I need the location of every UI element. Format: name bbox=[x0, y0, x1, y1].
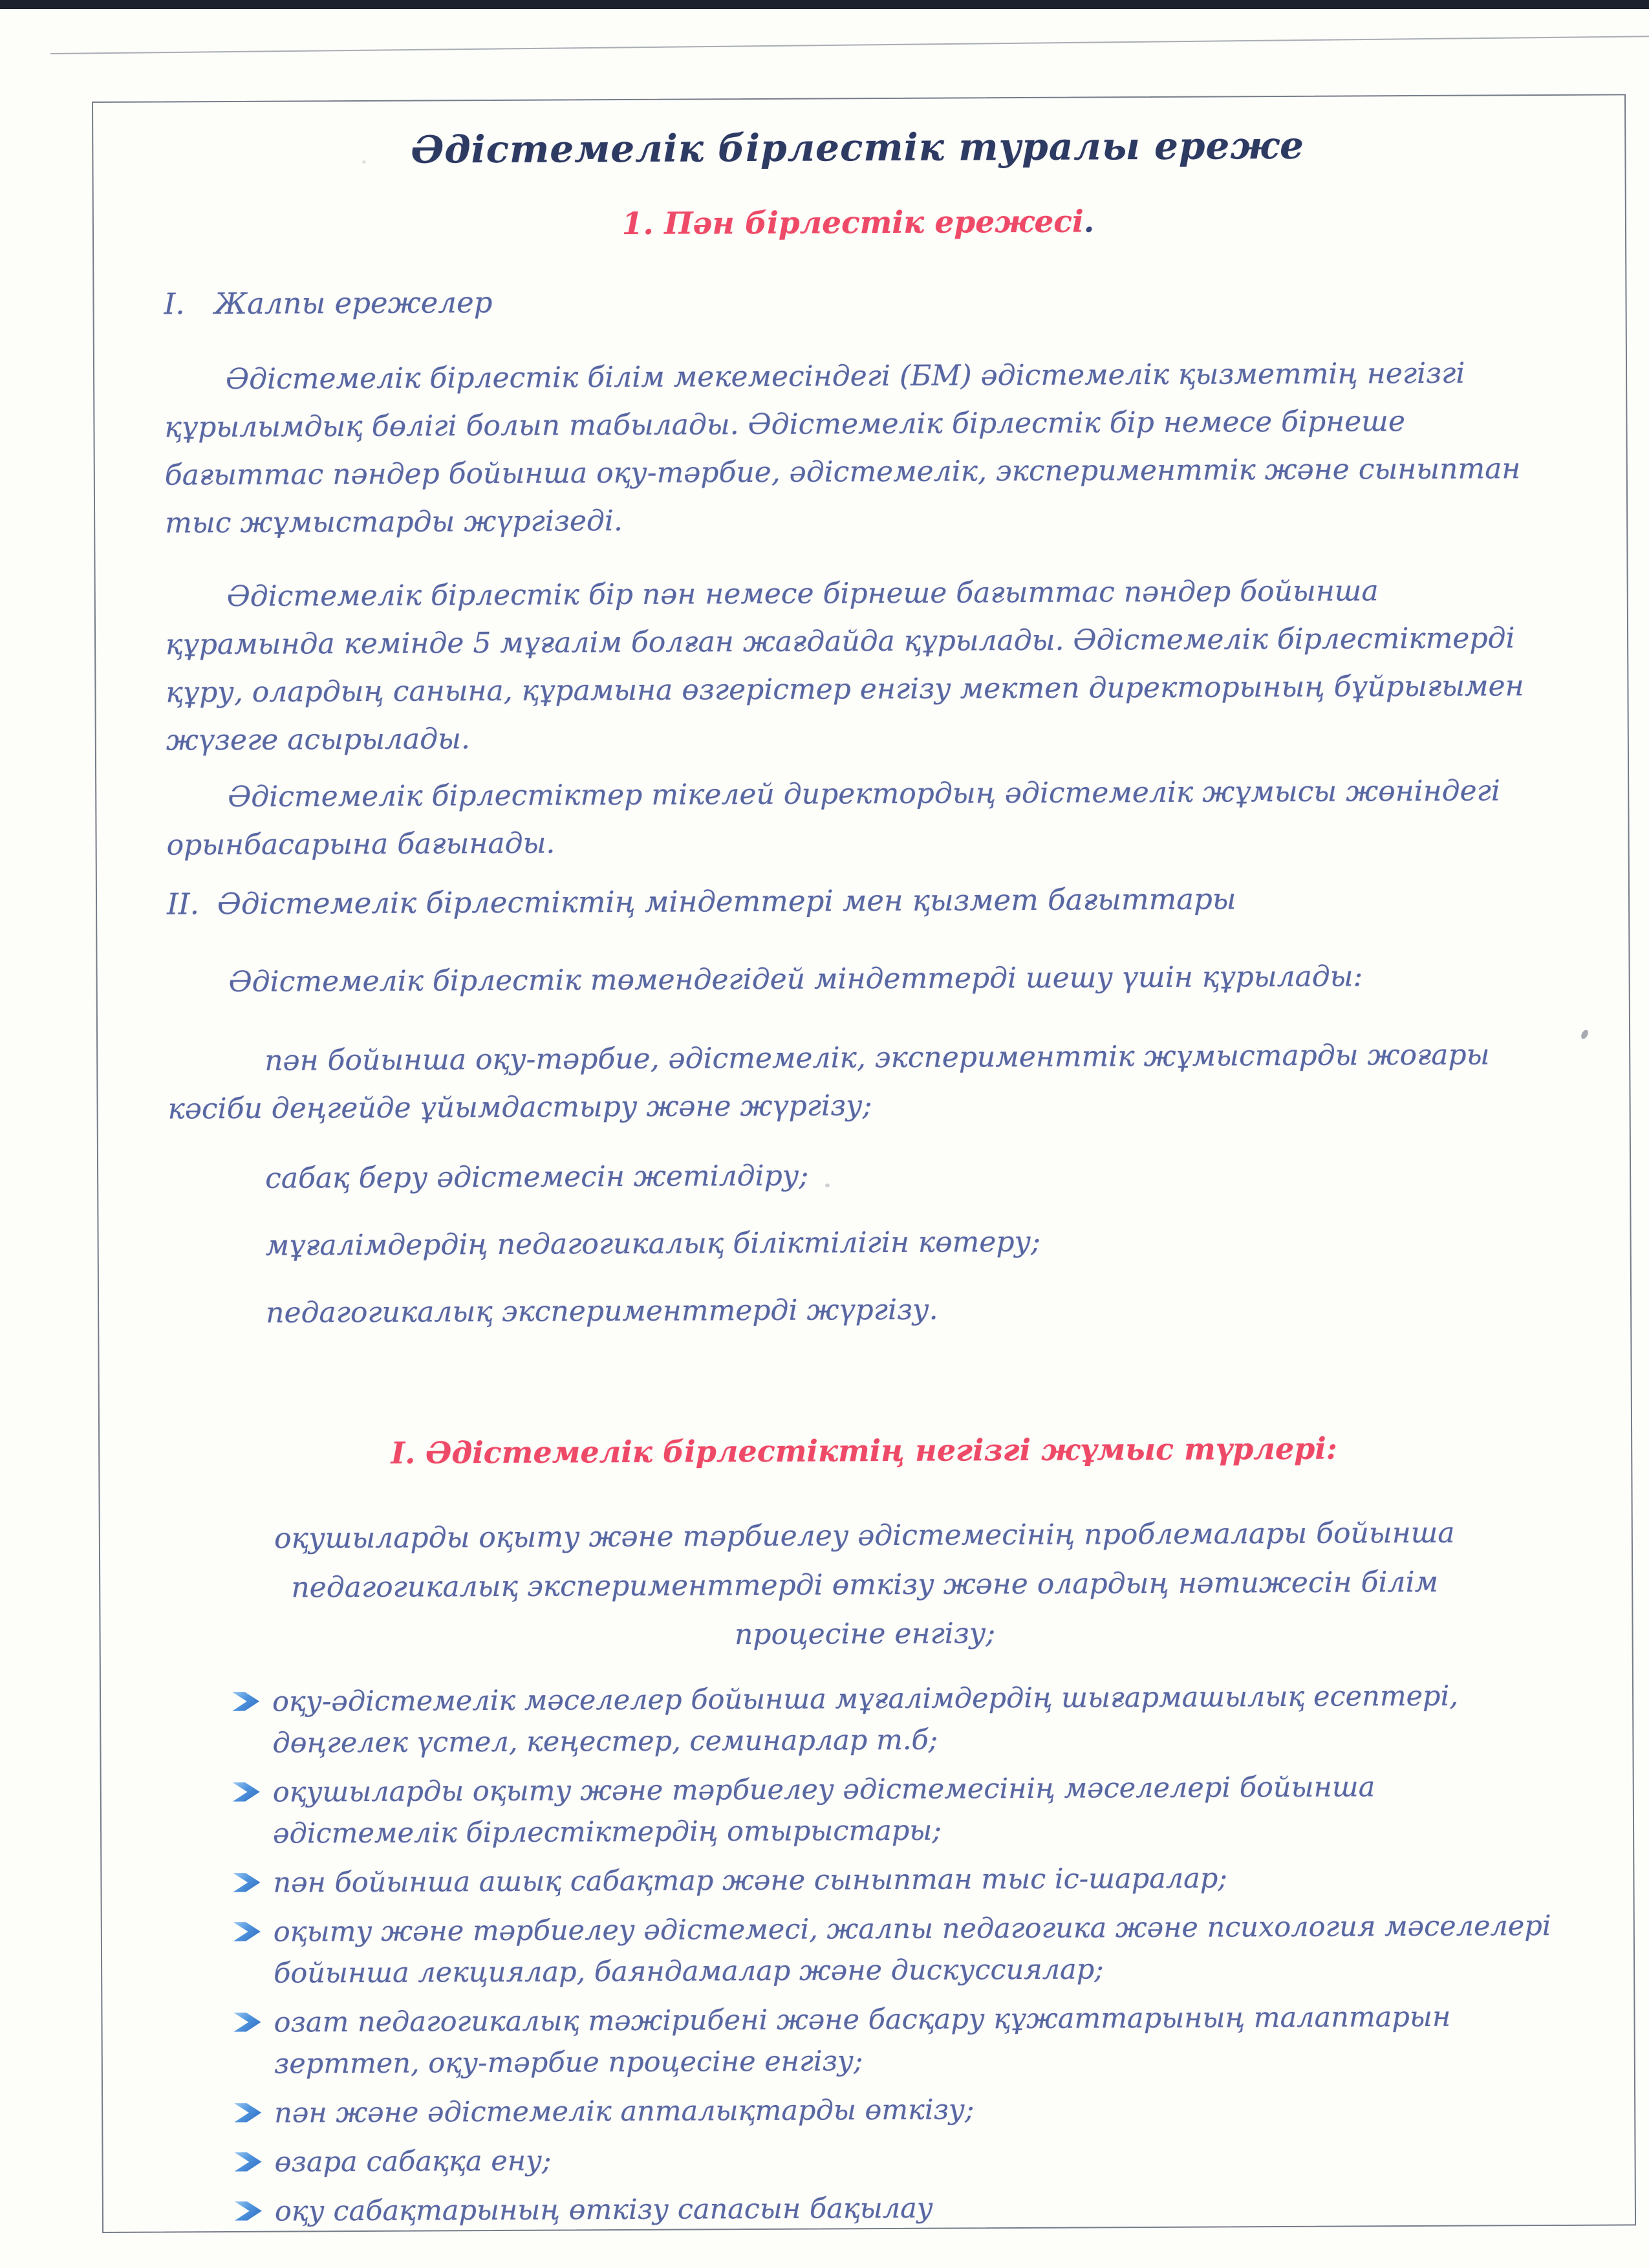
arrow-right-icon bbox=[235, 2201, 262, 2221]
arrow-right-icon bbox=[234, 2152, 261, 2172]
arrow-right-icon bbox=[233, 1782, 260, 1802]
arrow-right-icon bbox=[233, 1921, 261, 1942]
document-subtitle bbox=[164, 202, 1553, 244]
list-item-text: оқу-әдістемелік мәселелер бойынша мұғалімдердің шығармашылық есептері, дөңгелек үстел, кеңестер, семинарлар т.б; bbox=[272, 1679, 1459, 1760]
section-general-label: Жалпы ережелер bbox=[214, 285, 493, 321]
arrow-right-icon bbox=[233, 1872, 260, 1893]
paragraph-general-3: Әдістемелік бірлестіктер тікелей директордың әдістемелік жұмысы жөніндегі орынбасарына бағынады. bbox=[166, 774, 1501, 862]
arrow-right-icon bbox=[232, 1691, 259, 1712]
list-item bbox=[233, 1856, 1560, 1904]
list-item-text: пән және әдістемелік апталықтарды өткізу; bbox=[274, 2093, 975, 2130]
arrow-right-icon bbox=[234, 2102, 261, 2123]
section-work-types-heading: I. Әдістемелік бірлестіктің негізгі жұмыс түрлері: bbox=[391, 1431, 1337, 1471]
section-general-heading bbox=[164, 279, 1553, 322]
scan-edge-bar bbox=[0, 0, 1649, 9]
list-item-text: озат педагогикалық тәжірибені және басқару құжаттарының талаптарын зерттеп, оқу-тәрбие процесіне енгізу; bbox=[274, 2000, 1451, 2080]
section-general-numeral: I. bbox=[164, 286, 185, 321]
duty-task-1: пән бойынша оқу-тәрбие, әдістемелік, эксперименттік жұмыстарды жоғары кәсіби деңгейде ұйымдастыру және жүргізу; bbox=[167, 1038, 1490, 1126]
work-types-intro: оқушыларды оқыту және тәрбиелеу әдістемесінің проблемалары бойынша педагогикалық эксперименттерді өткізу және олардың нәтижесін білім процесіне енгізу; bbox=[274, 1516, 1455, 1652]
list-item bbox=[234, 2135, 1562, 2183]
scan-stray-line bbox=[50, 36, 1649, 54]
document-frame bbox=[92, 94, 1636, 2233]
paragraph-general-1: Әдістемелік бірлестік білім мекемесіндегі (БМ) әдістемелік қызметтің негізгі құрылымдық бөлігі болып табылады. Әдістемелік бірлестік бір немесе бірнеше бағыттас пәндер бойынша оқу-тәрбие, әдістемелік, эксперименттік және сыныптан тыс жұмыстарды жүргізеді. bbox=[164, 356, 1521, 540]
section-duties-heading bbox=[167, 880, 1556, 922]
duties-intro: Әдістемелік бірлестік төмендегідей міндеттерді шешу үшін құрылады: bbox=[228, 960, 1363, 999]
list-item-text: оқу сабақтарының өткізу сапасын бақылау bbox=[274, 2192, 933, 2228]
list-item-text: пән бойынша ашық сабақтар және сыныптан тыс іс-шаралар; bbox=[273, 1862, 1227, 1899]
arrow-right-icon bbox=[233, 2012, 261, 2033]
list-item-text: өзара сабаққа ену; bbox=[274, 2144, 552, 2179]
section-duties-numeral: II. bbox=[166, 887, 200, 922]
list-item bbox=[234, 2086, 1562, 2134]
duty-task-2: сабақ беру әдістемесін жетілдіру; bbox=[265, 1159, 809, 1195]
section-duties-label: Әдістемелік бірлестіктің міндеттері мен қызмет бағыттары bbox=[217, 881, 1236, 922]
list-item bbox=[233, 1905, 1562, 1994]
list-item-text: оқыту және тәрбиелеу әдістемесі, жалпы педагогика және психология мәселелері бойынша лекциялар, баяндамалар және дискуссиялар; bbox=[273, 1910, 1551, 1990]
duty-task-3: мұғалімдердің педагогикалық біліктілігін көтеру; bbox=[265, 1225, 1041, 1262]
list-item-text: оқушыларды оқыту және тәрбиелеу әдістемесінің мәселелері бойынша әдістемелік бірлестіктердің отырыстары; bbox=[272, 1771, 1375, 1850]
work-types-list bbox=[232, 1675, 1562, 2232]
scan-speck bbox=[825, 1183, 830, 1187]
subtitle-period: . bbox=[1083, 204, 1095, 240]
scan-speck bbox=[362, 160, 366, 164]
subtitle-text: 1. Пән бірлестік ережесі bbox=[621, 204, 1084, 242]
list-item bbox=[233, 1766, 1561, 1855]
document-title: Әдістемелік бірлестік туралы ереже bbox=[411, 123, 1305, 172]
duty-task-4: педагогикалық эксперименттерді жүргізу. bbox=[266, 1293, 938, 1330]
paragraph-general-2: Әдістемелік бірлестік бір пән немесе бірнеше бағыттас пәндер бойынша құрамында кемінде 5 мұғалім болған жағдайда құрылады. Әдістемелік бірлестіктерді құру, олардың санына, құрамына өзгерістер енгізу мектеп директорының бұйрығымен жүзеге асырылады. bbox=[165, 574, 1524, 757]
list-item bbox=[235, 2185, 1562, 2232]
list-item bbox=[233, 1996, 1562, 2085]
list-item bbox=[232, 1675, 1560, 1764]
